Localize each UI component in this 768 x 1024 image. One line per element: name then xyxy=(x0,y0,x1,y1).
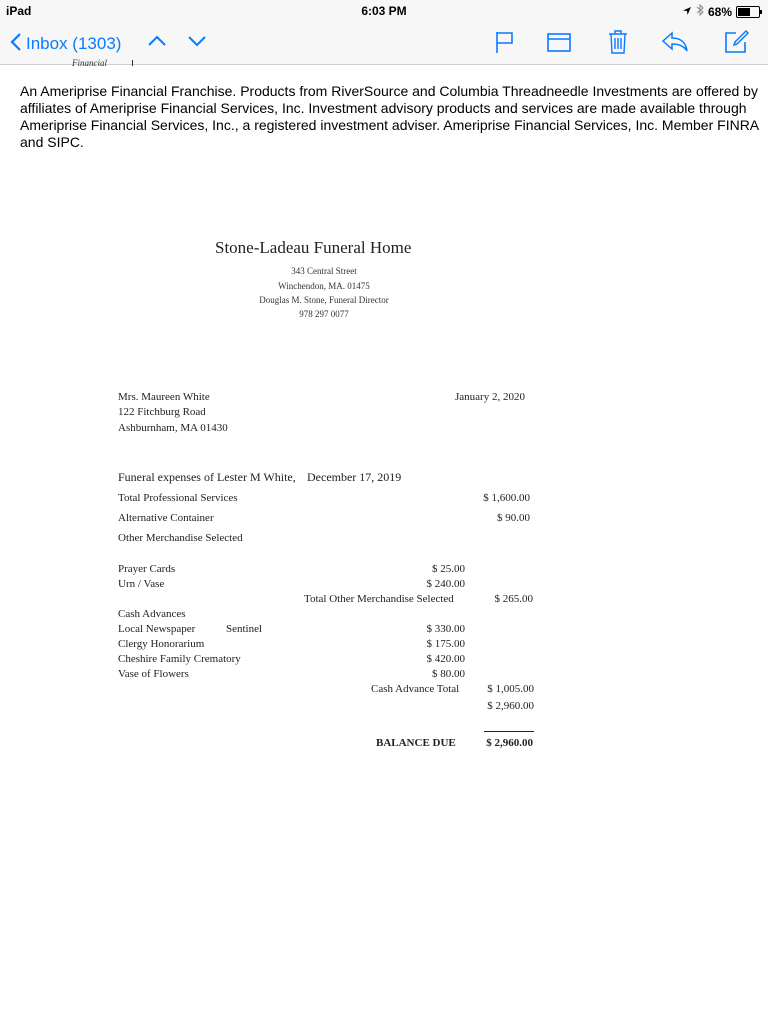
move-folder-button[interactable] xyxy=(545,28,573,61)
total-divider xyxy=(484,731,534,732)
crematory-amount: $ 420.00 xyxy=(426,653,465,665)
compose-button[interactable] xyxy=(722,28,750,61)
email-disclaimer: An Ameriprise Financial Franchise. Products from RiverSource and Columbia Threadneedle Investments are offered by affiliates of Ameriprise Financial Services, Inc. Investment advisory products and services are made available through Ameriprise Financial Services, Inc., a registered investment adviser. Ameriprise Financial Services, Inc. Member FINRA and SIPC. xyxy=(20,83,759,150)
other-merchandise-label: Other Merchandise Selected xyxy=(118,532,243,544)
prayer-cards-amount: $ 25.00 xyxy=(432,563,465,575)
cash-advance-total-amount: $ 1,005.00 xyxy=(487,683,534,695)
chevron-up-icon xyxy=(146,30,168,52)
container-label: Alternative Container xyxy=(118,512,214,524)
urn-vase-amount: $ 240.00 xyxy=(426,578,465,590)
recipient-city: Ashburnham, MA 01430 xyxy=(118,422,228,434)
professional-services-label: Total Professional Services xyxy=(118,492,238,504)
next-message-button[interactable] xyxy=(186,30,208,57)
total-other-merchandise-label: Total Other Merchandise Selected xyxy=(304,593,454,605)
previous-message-button[interactable] xyxy=(146,30,168,57)
trash-icon xyxy=(604,28,632,56)
folder-icon xyxy=(545,28,573,56)
trash-button[interactable] xyxy=(604,28,632,61)
back-label: Inbox (1303) xyxy=(26,34,122,53)
reply-icon xyxy=(660,28,690,56)
business-name: Stone-Ladeau Funeral Home xyxy=(215,238,412,257)
cut-off-mark xyxy=(132,60,133,66)
bluetooth-icon xyxy=(696,4,704,19)
battery-icon xyxy=(736,6,760,18)
status-right xyxy=(682,4,760,19)
total-other-merchandise-amount: $ 265.00 xyxy=(494,593,533,605)
crematory-label: Cheshire Family Crematory xyxy=(118,653,241,665)
recipient-street: 122 Fitchburg Road xyxy=(118,406,206,418)
newspaper-amount: $ 330.00 xyxy=(426,623,465,635)
chevron-left-icon xyxy=(10,32,22,56)
chevron-down-icon xyxy=(186,30,208,52)
battery-percent: 68% xyxy=(707,4,732,19)
vase-of-flowers-label: Vase of Flowers xyxy=(118,668,189,680)
balance-due-label: BALANCE DUE xyxy=(376,737,456,749)
container-amount: $ 90.00 xyxy=(497,512,530,524)
reply-button[interactable] xyxy=(660,28,690,61)
local-newspaper-label: Local Newspaper xyxy=(118,623,196,635)
mail-navbar xyxy=(0,22,768,65)
flag-icon xyxy=(492,28,518,56)
cash-advances-label: Cash Advances xyxy=(118,608,186,620)
urn-vase-label: Urn / Vase xyxy=(118,578,165,590)
newspaper-name: Sentinel xyxy=(226,623,263,635)
location-icon xyxy=(682,5,692,19)
professional-services-amount: $ 1,600.00 xyxy=(483,492,530,504)
status-time: 6:03 PM xyxy=(361,4,407,18)
recipient-name: Mrs. Maureen White xyxy=(118,391,210,403)
compose-icon xyxy=(722,28,750,56)
cut-off-signature-text: Financial xyxy=(72,58,107,68)
clergy-honorarium-label: Clergy Honorarium xyxy=(118,638,205,650)
inbox-back-button[interactable] xyxy=(10,32,121,56)
prayer-cards-label: Prayer Cards xyxy=(118,563,176,575)
invoice-date: January 2, 2020 xyxy=(455,391,525,403)
vase-of-flowers-amount: $ 80.00 xyxy=(432,668,465,680)
subtotal-amount: $ 2,960.00 xyxy=(487,700,534,712)
cash-advance-total-label: Cash Advance Total xyxy=(371,683,460,695)
balance-due-amount: $ 2,960.00 xyxy=(486,737,533,749)
business-phone: 978 297 0077 xyxy=(299,309,349,319)
clergy-honorarium-amount: $ 175.00 xyxy=(426,638,465,650)
status-bar xyxy=(0,0,768,22)
flag-button[interactable] xyxy=(492,28,518,61)
service-date: December 17, 2019 xyxy=(307,470,402,484)
funeral-director: Douglas M. Stone, Funeral Director xyxy=(259,295,389,305)
device-name: iPad xyxy=(6,4,32,18)
invoice-subject: Funeral expenses of Lester M White, xyxy=(118,470,296,484)
business-address-street: 343 Central Street xyxy=(291,266,357,276)
business-address-city: Winchendon, MA. 01475 xyxy=(278,281,370,291)
